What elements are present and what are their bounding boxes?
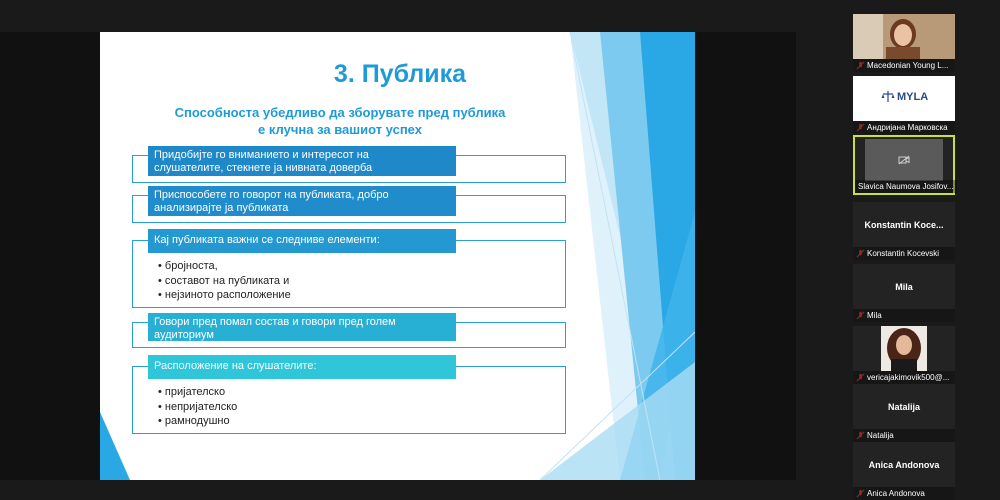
- participant-name: Macedonian Young L...: [853, 59, 955, 72]
- section-header: [148, 146, 456, 176]
- participant-name: Андријана Марковска: [853, 121, 955, 134]
- bullet-list: [158, 259, 291, 303]
- subtitle-line: е клучна за вашиот успех: [258, 122, 422, 137]
- participant-name: Natalija: [853, 429, 955, 442]
- participant-display-name: Natalija: [887, 402, 920, 412]
- bullet-list: [158, 385, 237, 429]
- section-text: Говори пред помал состав и говори пред голем: [154, 316, 396, 328]
- participant-name: Konstantin Kocevski: [853, 247, 955, 260]
- subtitle-line: Способноста убедливо да зборувате пред публика: [174, 105, 506, 120]
- participant-tile[interactable]: [853, 264, 955, 322]
- participant-tile-active-speaker[interactable]: [853, 135, 955, 195]
- section-text: Придобијте го вниманието и интересот на: [154, 149, 369, 161]
- participant-logo-area: [853, 76, 955, 121]
- myla-logo: MYLA: [897, 91, 929, 103]
- participant-tile[interactable]: [853, 202, 955, 260]
- slide-subtitle: [140, 104, 540, 138]
- participant-display-name: Mila: [895, 282, 913, 292]
- section-text: Кај публиката важни се следниве елементи:: [154, 234, 380, 246]
- participant-name: Mila: [853, 309, 955, 322]
- participant-tile[interactable]: [853, 326, 955, 384]
- participant-tile[interactable]: [853, 442, 955, 500]
- section-header: [148, 355, 456, 379]
- slide-title: 3. Публика: [333, 60, 467, 88]
- section-header: [148, 313, 456, 341]
- bullet-item: • нејзиното расположение: [158, 289, 291, 301]
- camera-off-area: [865, 139, 943, 181]
- section-text: анализирајте ја публиката: [154, 202, 289, 214]
- participant-display-name: Konstantin Koce...: [864, 220, 944, 230]
- section-text: Расположение на слушателите:: [154, 360, 317, 372]
- participant-name: vericajakimovik500@...: [853, 371, 955, 384]
- section-header: [148, 186, 456, 216]
- bullet-item: • пријателско: [158, 386, 226, 398]
- section-header: [148, 229, 456, 253]
- section-text: слушателите, стекнете ја нивната доверба: [154, 162, 373, 174]
- section-text: Приспособете го говорот на публиката, добро: [154, 189, 389, 201]
- participant-tile[interactable]: [853, 76, 955, 134]
- section-text: аудиториум: [154, 329, 214, 341]
- participant-name: Anica Andonova: [853, 487, 955, 500]
- participant-tile[interactable]: [853, 14, 955, 72]
- bullet-item: • бројноста,: [158, 260, 218, 272]
- presentation-slide: [100, 32, 695, 480]
- participant-video: [853, 326, 955, 371]
- participant-name: Slavica Naumova Josifov...: [855, 180, 957, 193]
- participant-tile[interactable]: [853, 384, 955, 442]
- bullet-item: • рамнодушно: [158, 415, 230, 427]
- participants-panel: [848, 10, 960, 500]
- participant-video: [853, 14, 955, 59]
- shared-screen: [0, 32, 796, 480]
- bullet-item: • составот на публиката и: [158, 274, 290, 287]
- bullet-item: • непријателско: [158, 400, 238, 413]
- scales-icon: [881, 90, 895, 104]
- camera-off-icon: [898, 155, 910, 165]
- participant-display-name: Anica Andonova: [868, 460, 940, 470]
